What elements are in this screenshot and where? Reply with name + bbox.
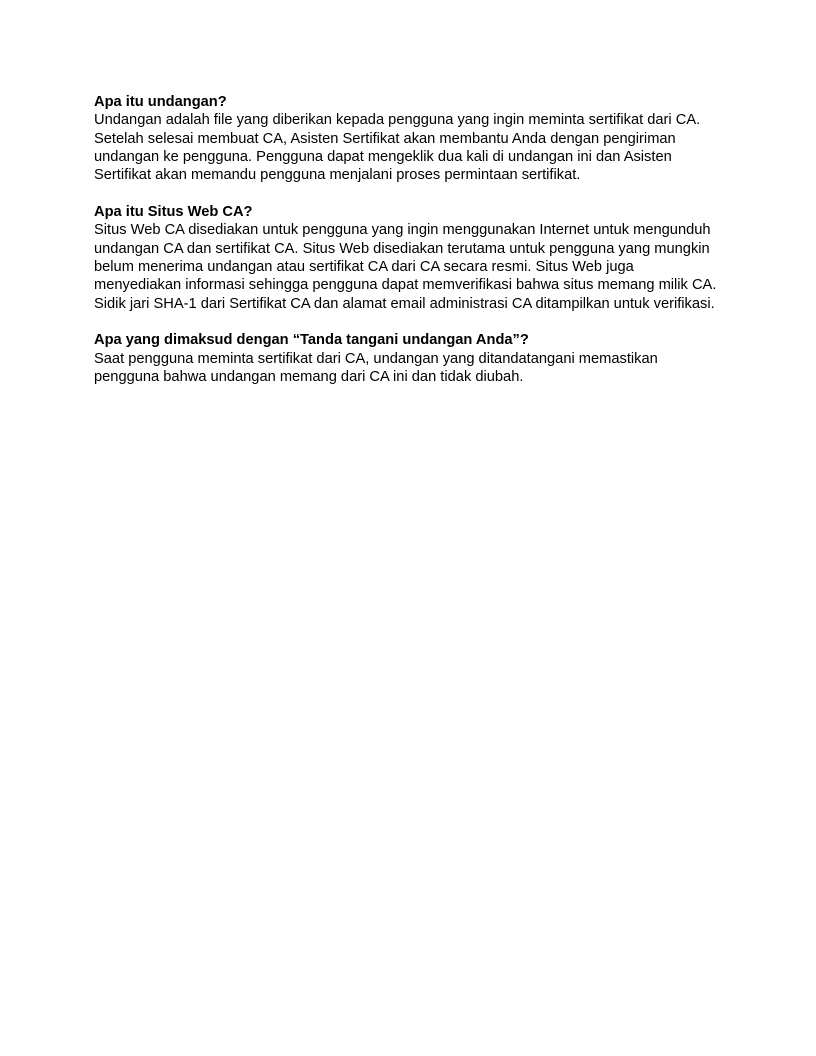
- section-body: Situs Web CA disediakan untuk pengguna yang ingin menggunakan Internet untuk mengunduh undangan CA dan sertifikat CA. Situs Web disediakan terutama untuk pengguna yang mungkin belum menerima undangan atau sertifikat CA dari CA secara resmi. Situs Web juga menyediakan informasi sehingga pengguna dapat memverifikasi bahwa situs memang milik CA. Sidik jari SHA-1 dari Sertifikat CA dan alamat email administrasi CA ditampilkan untuk verifikasi.: [94, 222, 717, 312]
- section-heading: Apa itu undangan?: [94, 94, 227, 110]
- faq-section-situs-web-ca: [94, 203, 721, 313]
- section-body: Saat pengguna meminta sertifikat dari CA, undangan yang ditandatangani memastikan pengguna bahwa undangan memang dari CA ini dan tidak diubah.: [94, 350, 658, 386]
- document-content: [94, 93, 721, 386]
- section-heading: Apa yang dimaksud dengan “Tanda tangani undangan Anda”?: [94, 332, 529, 349]
- section-body: Undangan adalah file yang diberikan kepada pengguna yang ingin meminta sertifikat dari CA. Setelah selesai membuat CA, Asisten Sertifikat akan membantu Anda dengan pengiriman undangan ke pengguna. Pengguna dapat mengeklik dua kali di undangan ini dan Asisten Sertifikat akan memandu pengguna menjalani proses permintaan sertifikat.: [94, 112, 701, 184]
- section-heading: Apa itu Situs Web CA?: [94, 204, 253, 221]
- faq-section-undangan: [94, 93, 721, 185]
- faq-section-tanda-tangani-undangan: [94, 331, 721, 386]
